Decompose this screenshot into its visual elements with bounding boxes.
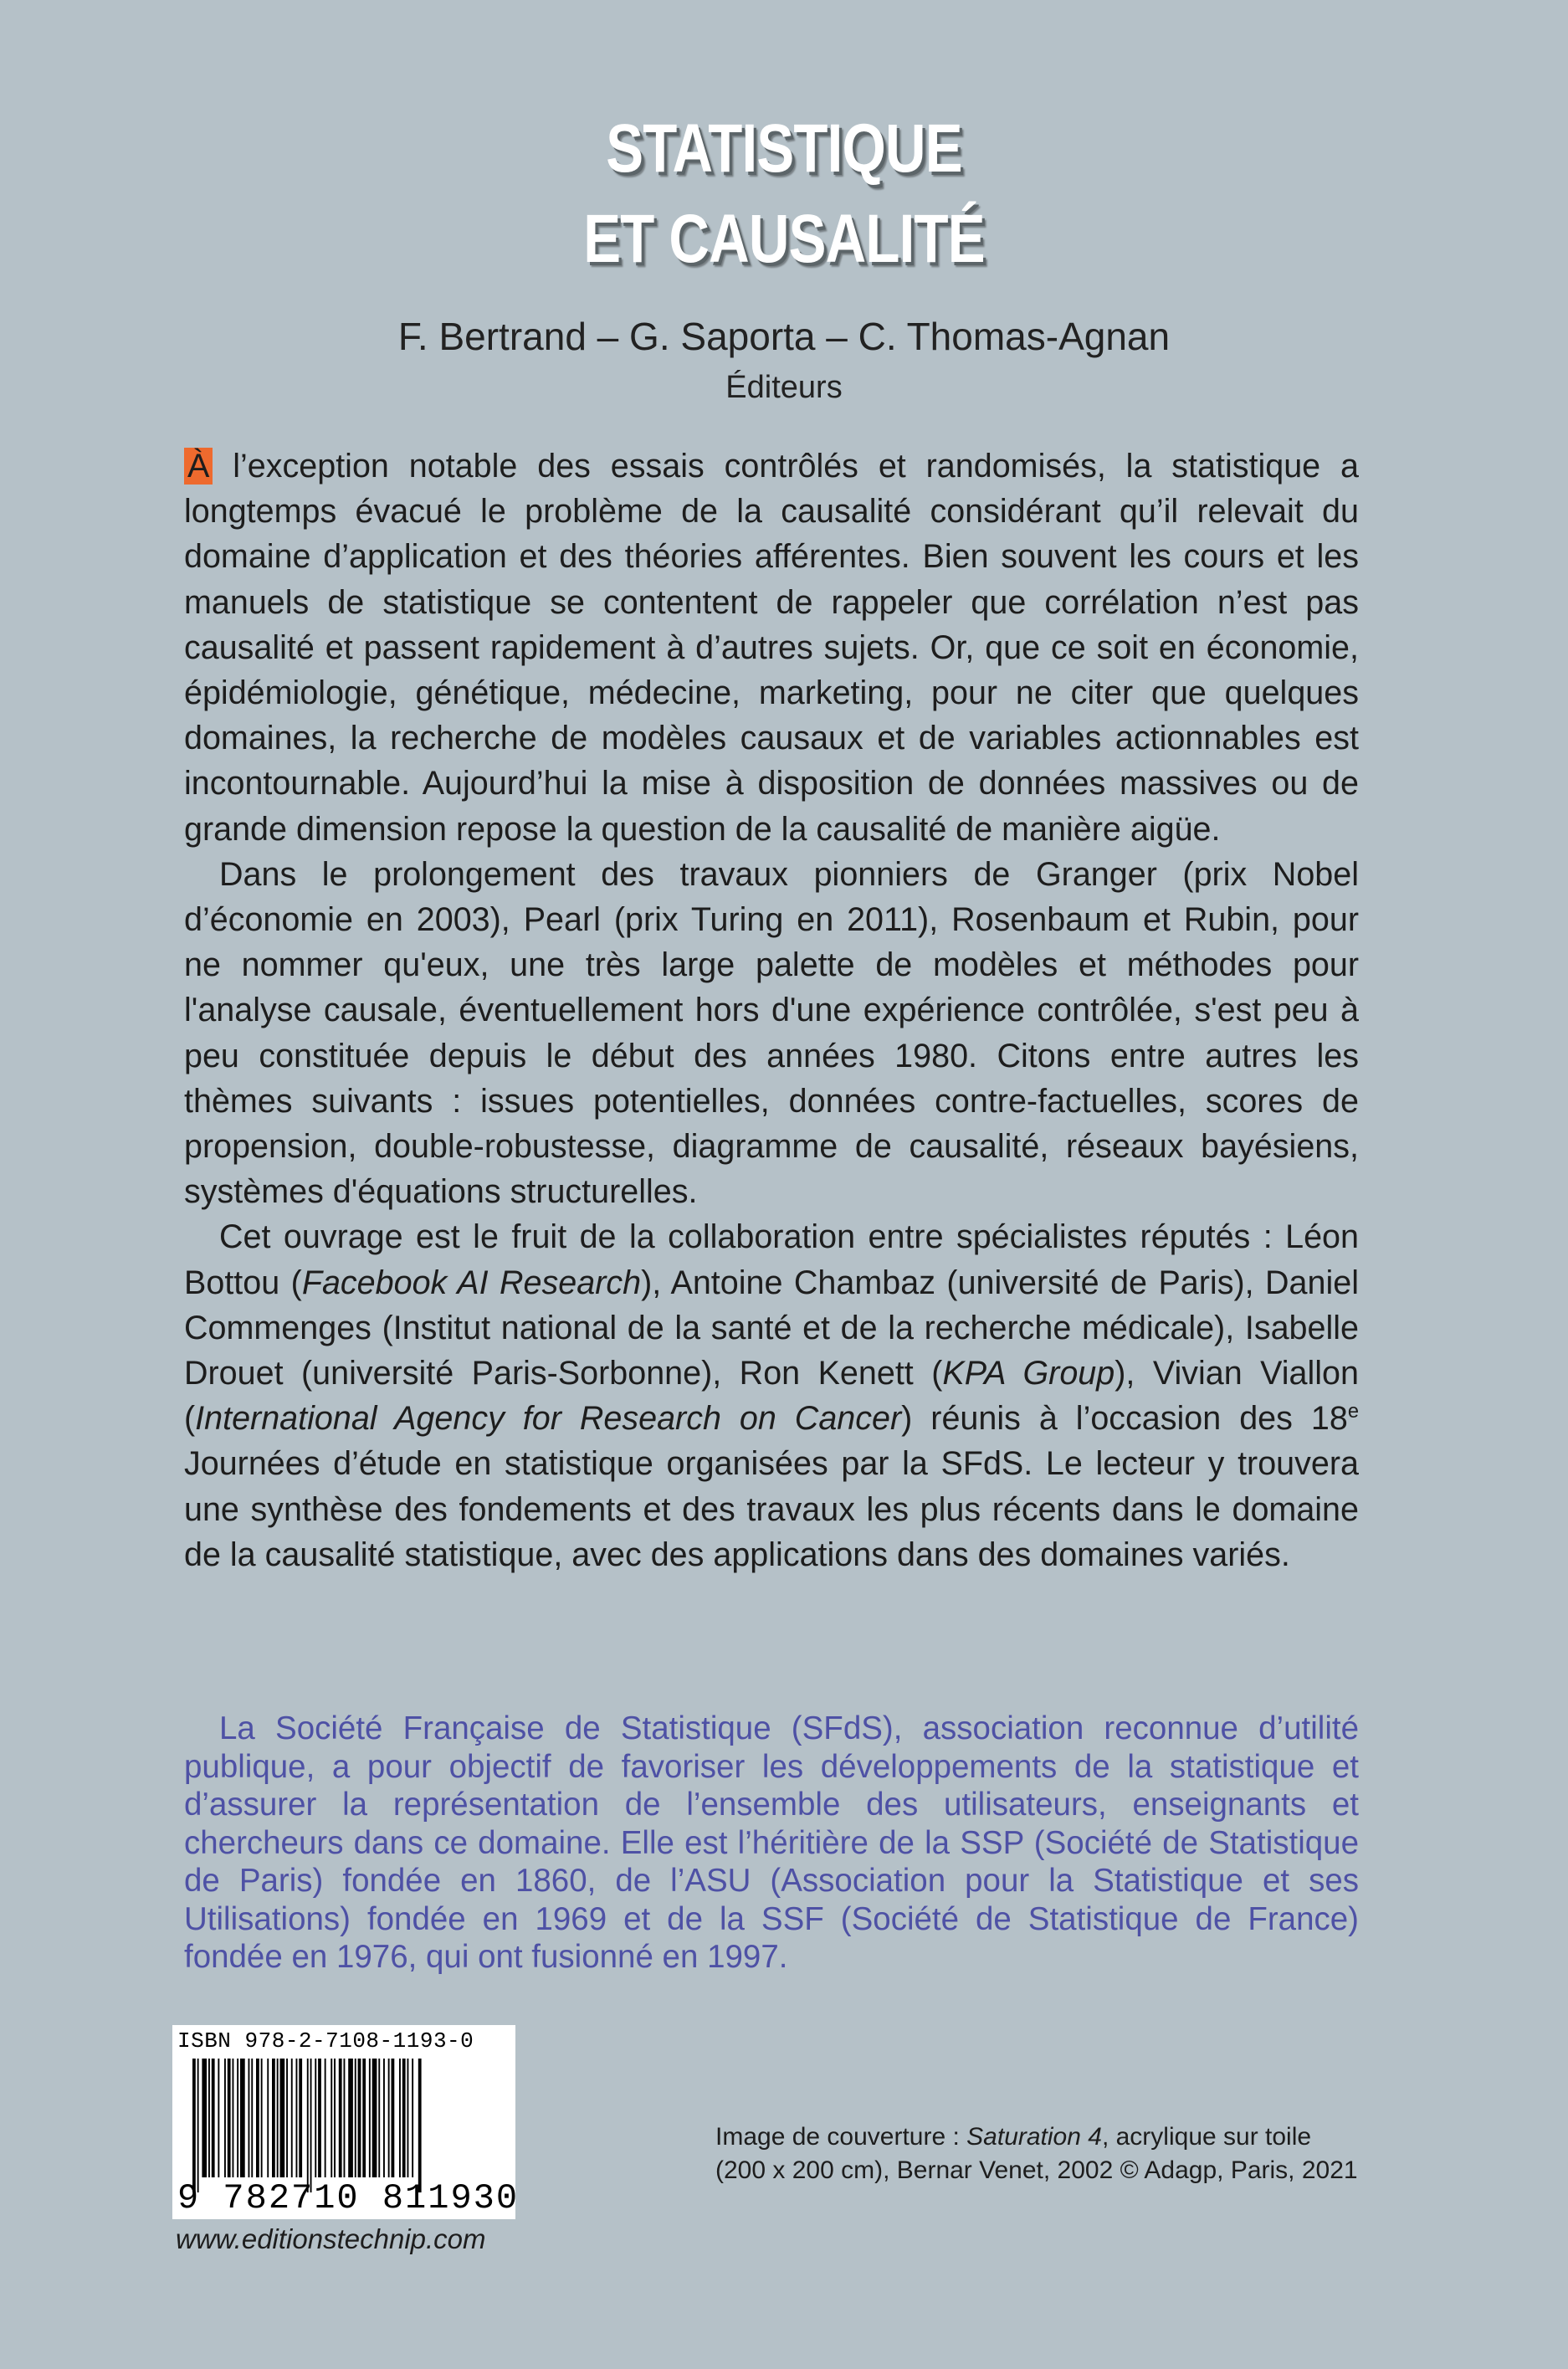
dropcap: À: [184, 448, 213, 485]
barcode-bar: [256, 2059, 259, 2177]
barcode-bar: [291, 2059, 293, 2177]
editors-names: F. Bertrand – G. Saporta – C. Thomas-Agnan: [397, 315, 1171, 358]
barcode-bar: [344, 2059, 346, 2177]
credit-details: , acrylique sur toile (200 x 200 cm), Bernar Venet, 2002 © Adagp, Paris, 2021: [715, 2123, 1358, 2184]
barcode-bar: [348, 2059, 353, 2177]
barcode-bar: [296, 2059, 298, 2177]
book-title-line-2: ET CAUSALITÉ: [583, 201, 985, 277]
barcode-bar: [272, 2059, 275, 2177]
barcode-bar: [202, 2059, 207, 2177]
p3-segment-b: ), Antoine Chambaz (université de Paris), Daniel Commenges (Institut national de la santé et de la recherche médicale), Isabelle Drouet (université Paris-Sorbonne), Ron Kenett (: [184, 1264, 1360, 1392]
isbn-number: ISBN 978-2-7108-1193-0: [177, 2028, 474, 2054]
barcode-bar: [277, 2059, 279, 2177]
book-title-line-1: STATISTIQUE: [606, 110, 962, 187]
p3-segment-a: Cet ouvrage est le fruit de la collaboration entre spécialistes réputés : Léon Bottou (: [184, 1218, 1359, 1301]
barcode-bar: [299, 2059, 302, 2177]
barcode-bar: [240, 2059, 245, 2177]
p3-segment-c: ), Vivian Viallon (: [184, 1355, 1359, 1438]
p3-italic-kpa: KPA Group: [942, 1355, 1115, 1392]
barcode-bar: [280, 2059, 285, 2177]
barcode-bar: [218, 2059, 219, 2177]
barcode-bar: [369, 2059, 371, 2177]
barcode-bar: [267, 2059, 269, 2177]
barcode-bar: [399, 2059, 401, 2177]
barcode-bar: [237, 2059, 238, 2177]
blurb: [184, 444, 1359, 1577]
blurb-paragraph-2: Dans le prolongement des travaux pionniers de Granger (prix Nobel d’économie en 2003), Pearl (prix Turing en 2011), Rosenbaum et Rubin, pour ne nommer qu'eux, une très large palette de modèles et méthodes pour l'analyse causale, éventuellement hors d'une expérience contrôlée, s'est peu à peu constituée depuis le début des années 1980. Citons entre autres les thèmes suivants : issues potentielles, données contre-factuelles, scores de propension, double-robustesse, diagramme de causalité, réseaux bayésiens, systèmes d'équations structurelles.: [184, 855, 1359, 1211]
barcode-bar: [412, 2059, 413, 2177]
p3-italic-facebook: Facebook AI Research: [301, 1264, 642, 1301]
barcode-bar: [228, 2059, 231, 2177]
barcode-bar: [325, 2059, 326, 2177]
editors-role: Éditeurs: [725, 370, 843, 405]
publisher-website[interactable]: www.editionstechnip.com: [176, 2223, 486, 2254]
barcode-bar: [402, 2059, 406, 2177]
barcode-bar: [378, 2059, 380, 2177]
blurb-paragraph-1: [184, 444, 1359, 852]
credit-prefix: Image de couverture :: [715, 2123, 967, 2151]
barcode-bar: [383, 2059, 385, 2177]
barcode-bar: [407, 2059, 409, 2177]
cover-image-credit: [715, 2120, 1360, 2187]
barcode-bars: [179, 2059, 510, 2192]
barcode-bar: [339, 2059, 342, 2177]
barcode-bar: [355, 2059, 356, 2177]
barcode-bar: [208, 2059, 210, 2177]
p3-segment-e: Journées d’étude en statistique organisées par la SFdS. Le lecteur y trouvera une synthèse des fondements et des travaux les plus récents dans le domaine de la causalité statistique, avec des applications dans des domaines variés.: [184, 1445, 1359, 1573]
barcode-bar: [358, 2059, 361, 2177]
barcode-bar: [249, 2059, 250, 2177]
p3-italic-iarc: International Agency for Research on Cancer: [195, 1400, 902, 1438]
barcode-bar: [286, 2059, 288, 2177]
barcode-bar: [331, 2059, 332, 2177]
barcode-bar: [307, 2059, 309, 2192]
barcode-bar: [233, 2059, 234, 2177]
p3-segment-d: ) réunis à l’occasion des 18: [901, 1400, 1348, 1438]
isbn-barcode: [172, 2025, 520, 2219]
barcode-bar: [310, 2059, 312, 2192]
barcode-bar: [212, 2059, 215, 2177]
p3-superscript: e: [1347, 1401, 1359, 1423]
credit-artwork-title: Saturation 4: [966, 2123, 1102, 2151]
barcode-bar: [251, 2059, 253, 2177]
blurb-paragraph-1-text: l’exception notable des essais contrôlés et randomisés, la statistique a longtemps évacué le problème de la causalité considérant qu’il relevait du domaine d’application et des théories afférentes. Bien souvent les cours et les manuels de statistique se contentent de rappeler que corrélation n’est pas causalité et passent rapidement à d’autres sujets. Or, que ce soit en économie, épidémiologie, génétique, médecine, marketing, pour ne citer que quelques domaines, la recherche de modèles causaux et de variables actionnables est incontournable. Aujourd’hui la mise à disposition de données massives ou de grande dimension repose la question de la causalité de manière aigüe.: [184, 448, 1359, 848]
barcode-bar: [362, 2059, 366, 2177]
blurb-paragraph-3: [184, 1214, 1359, 1577]
barcode-bar: [334, 2059, 336, 2177]
barcode-bar: [315, 2059, 316, 2177]
barcode-bar: [372, 2059, 377, 2177]
barcode-bar: [192, 2059, 196, 2192]
barcode-bar: [388, 2059, 390, 2177]
barcode-bar: [224, 2059, 226, 2177]
barcode-bar: [318, 2059, 321, 2177]
ean-number: 9 782710 811930: [177, 2178, 520, 2218]
barcode-bar: [261, 2059, 263, 2177]
barcode-bar: [197, 2059, 199, 2192]
barcode-bar: [418, 2059, 422, 2192]
sfds-description: La Société Française de Statistique (SFdS), association reconnue d’utilité publique, a pour objectif de favoriser les développements de la statistique et d’assurer la représentation de l’ensemble des utilisateurs, enseignants et chercheurs dans ce domaine. Elle est l’héritière de la SSP (Société de Statistique de Paris) fondée en 1860, de l’ASU (Association pour la Statistique et ses Utilisations) fondée en 1969 et de la SSF (Société de Statistique de France) fondée en 1976, qui ont fusionné en 1997.: [184, 1710, 1359, 1975]
barcode-bar: [392, 2059, 395, 2177]
